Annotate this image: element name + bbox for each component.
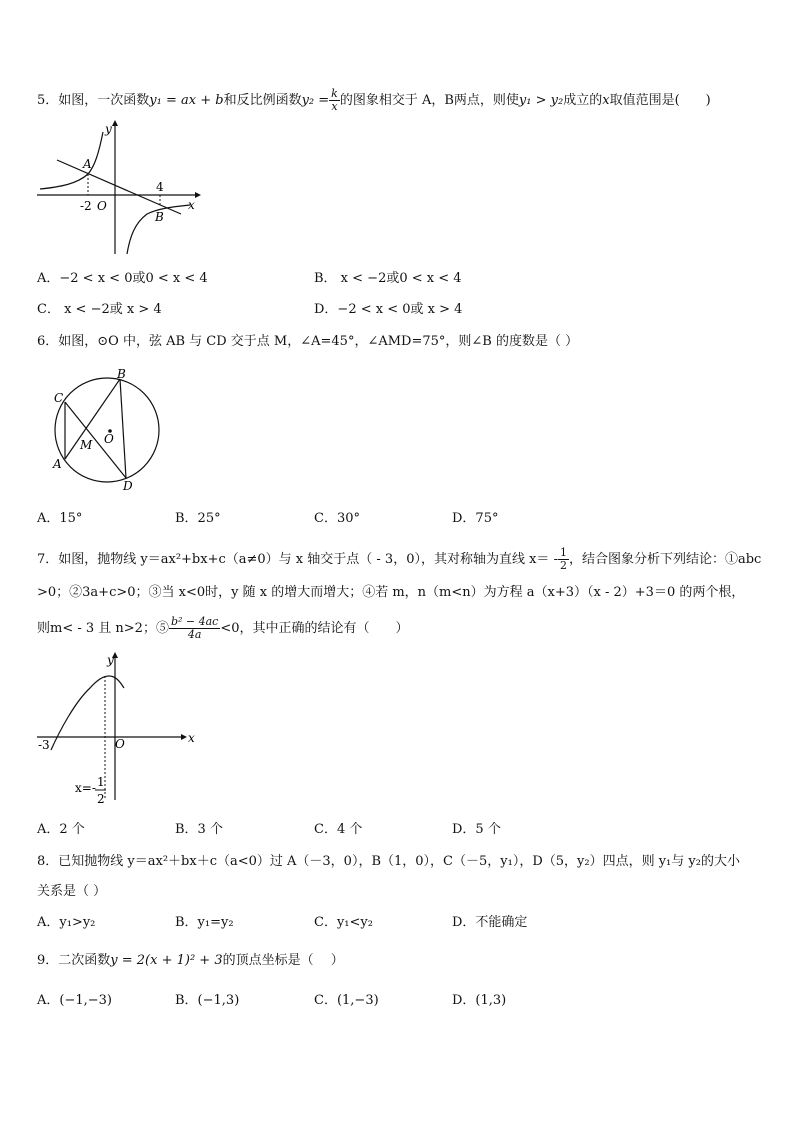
q5-stem-text: 取值范围是( ) [609, 93, 711, 108]
q5-x-var: x [602, 93, 610, 108]
q5-stem-text: 成立的 [563, 93, 603, 108]
q5-stem-text: 的图象相交于 A，B两点，则使 [339, 93, 519, 108]
q8-option-b: B．y₁=y₂ [175, 915, 234, 930]
point-B-label: B [117, 367, 126, 381]
y-label: y [105, 122, 112, 136]
q7-line3-text: <0，其中正确的结论有（ ） [220, 621, 409, 636]
q5-option-b: B． x < −2或0 < x < 4 [314, 271, 462, 286]
q5-option-c: C． x < −2或 x > 4 [37, 302, 162, 317]
q9-option-d: D．(1,3) [452, 993, 507, 1008]
q5-y1-formula: y₁ = ax + b [149, 93, 224, 108]
x-label: x [188, 731, 195, 745]
q9-formula: y = 2(x + 1)² + 3 [110, 953, 223, 968]
q5-y2-formula: y₂ = [301, 93, 330, 108]
q6-option-a: A．15° [37, 511, 83, 526]
q9-option-b: B．(−1,3) [175, 993, 240, 1008]
point-D-label: D [123, 479, 133, 493]
q8-option-a: A．y₁>y₂ [37, 915, 96, 930]
x-axis-arrow [195, 192, 201, 198]
q5-stem-text: 和反比例函数 [223, 93, 302, 108]
half-denominator: 2 [97, 792, 105, 806]
tick-neg2: -2 [80, 199, 92, 213]
q5-option-d: D．−2 < x < 0或 x > 4 [314, 302, 463, 317]
q7-line2: >0；②3a+c>0；③当 x<0时，y 随 x 的增大而增大；④若 m，n（m<n）为方程 a（x+3）（x - 2）+3＝0 的两个根， [37, 585, 745, 600]
y-label: y [107, 653, 114, 667]
point-A-label: A [83, 157, 92, 171]
q5-stem [37, 88, 711, 113]
q5-k-over-x: $\frac{k}{x}$ [331, 87, 338, 113]
q6-option-b: B．25° [175, 511, 221, 526]
q7-option-a: A．2 个 [37, 822, 85, 837]
center-O-label: O [104, 432, 114, 446]
q6-figure [50, 365, 170, 495]
origin-label: O [115, 737, 125, 751]
q9-stem-text: 9．二次函数 [37, 953, 111, 968]
point-M-label: M [80, 438, 93, 452]
q8-line2: 关系是（ ） [37, 884, 107, 899]
q8-option-d: D．不能确定 [452, 915, 528, 930]
y-axis-arrow [112, 120, 118, 126]
q5-option-a: A．−2 < x < 0或0 < x < 4 [37, 271, 208, 286]
symmetry-axis-label: x=- [75, 781, 96, 795]
q9-option-c: C．(1,−3) [314, 993, 379, 1008]
x-label: x [188, 198, 195, 212]
q7-option-d: D．5 个 [452, 822, 501, 837]
q9-option-a: A．(−1,−3) [37, 993, 112, 1008]
q6-option-c: C．30° [314, 511, 360, 526]
q7-line1-text: ，结合图象分析下列结论：①abc [568, 552, 762, 567]
parabola [51, 676, 124, 750]
tick-4: 4 [156, 180, 164, 194]
circle-O [55, 378, 159, 482]
q9-stem [37, 951, 344, 971]
q8-line1: 8．已知抛物线 y＝ax²＋bx＋c（a<0）过 A（－3，0），B（1，0），C（－5，y₁），D（5，y₂）四点，则 y₁与 y₂的大小 [37, 854, 740, 869]
x-axis-arrow [181, 734, 187, 740]
hyperbola-left-branch [40, 132, 103, 189]
q7-line3 [37, 616, 409, 641]
point-A-label: A [53, 457, 62, 471]
q5-condition: y₁ > y₂ [518, 93, 564, 108]
half-numerator: 1 [97, 775, 105, 789]
segment-BD [120, 379, 126, 478]
q7-line1-text: 7．如图，抛物线 y＝ax²+bx+c（a≠0）与 x 轴交于点（ - 3，0），其对称轴为直线 x＝ - [37, 552, 558, 567]
q7-figure [35, 650, 205, 810]
point-B-label: B [155, 210, 164, 224]
q7-line1 [37, 547, 761, 572]
q7-option-b: B．3 个 [175, 822, 223, 837]
chord-CD [65, 402, 126, 478]
q5-figure [35, 118, 205, 258]
q8-option-c: C．y₁<y₂ [314, 915, 373, 930]
origin-label: O [97, 199, 107, 213]
q9-stem-text: 的顶点坐标是（ ） [222, 953, 344, 968]
q6-option-d: D．75° [452, 511, 499, 526]
q5-stem-text: 5．如图，一次函数 [37, 93, 150, 108]
q7-line3-text: 则m< - 3 且 n>2；⑤ [37, 621, 169, 636]
q6-stem: 6．如图，⊙O 中，弦 AB 与 CD 交于点 M，∠A=45°，∠AMD=75°，则∠B 的度数是（ ） [37, 334, 579, 349]
point-C-label: C [54, 391, 64, 405]
q7-half: $\frac{1}{2}$ [559, 546, 567, 572]
q7-discriminant-fraction: $\frac{\text{b² − 4ac}}{4a}$ [170, 615, 219, 641]
tick-neg3: -3 [38, 738, 50, 752]
q7-option-c: C．4 个 [314, 822, 363, 837]
